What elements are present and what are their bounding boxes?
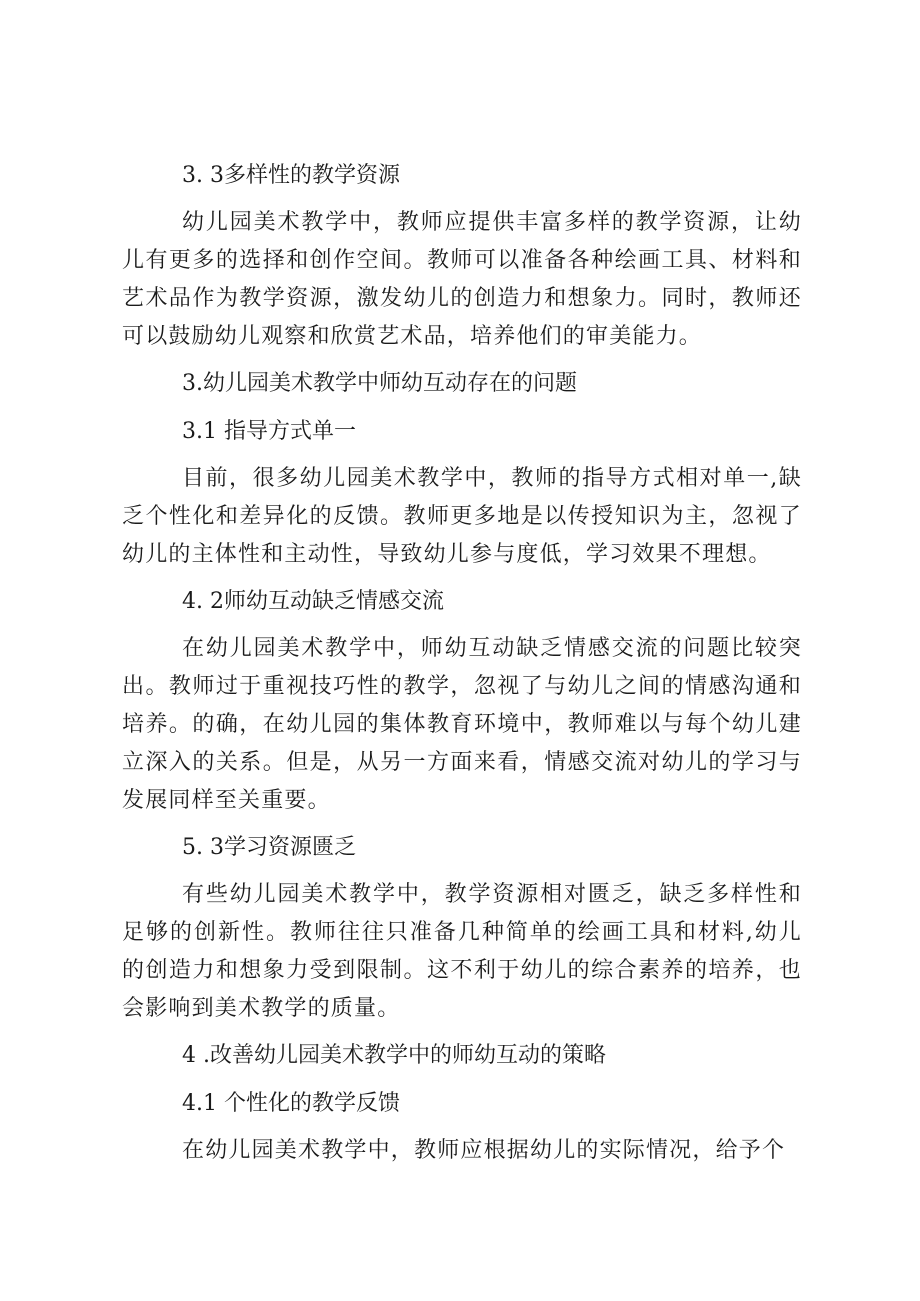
paragraph-personalized-feedback: 在幼儿园美术教学中，教师应根据幼儿的实际情况，给予个 — [182, 1138, 786, 1163]
section-heading-4: 4 .改善幼儿园美术教学中的师幼互动的策略 — [182, 1043, 606, 1068]
section-heading-4-2: 4. 2师幼互动缺乏情感交流 — [182, 589, 444, 614]
paragraph-resource-shortage: 有些幼儿园美术教学中，教学资源相对匮乏，缺乏多样性和足够的创新性。教师往往只准备几种简单的绘画工具和材料,幼儿的创造力和想象力受到限制。这不利于幼儿的综合素养的培养，也会影响到美术教学的质量。 — [122, 882, 802, 1021]
section-heading-5-3: 5. 3学习资源匮乏 — [182, 835, 356, 860]
section-heading-3: 3.幼儿园美术教学中师幼互动存在的问题 — [182, 371, 577, 396]
paragraph-teaching-resources: 幼儿园美术教学中，教师应提供丰富多样的教学资源，让幼儿有更多的选择和创作空间。教师可以准备各种绘画工具、材料和艺术品作为教学资源，激发幼儿的创造力和想象力。同时，教师还可以鼓励幼儿观察和欣赏艺术品，培养他们的审美能力。 — [122, 210, 802, 349]
paragraph-emotional-communication: 在幼儿园美术教学中，师幼互动缺乏情感交流的问题比较突出。教师过于重视技巧性的教学，忽视了与幼儿之间的情感沟通和培养。的确，在幼儿园的集体教育环境中，教师难以与每个幼儿建立深入的关系。但是，从另一方面来看，情感交流对幼儿的学习与发展同样至关重要。 — [122, 636, 802, 813]
paragraph-single-guidance: 目前，很多幼儿园美术教学中，教师的指导方式相对单一,缺乏个性化和差异化的反馈。教师更多地是以传授知识为主，忽视了幼儿的主体性和主动性，导致幼儿参与度低，学习效果不理想。 — [122, 466, 802, 567]
section-heading-3-3: 3. 3多样性的教学资源 — [182, 163, 400, 188]
section-heading-3-1: 3.1 指导方式单一 — [182, 419, 356, 444]
section-heading-4-1: 4.1 个性化的教学反馈 — [182, 1091, 400, 1116]
